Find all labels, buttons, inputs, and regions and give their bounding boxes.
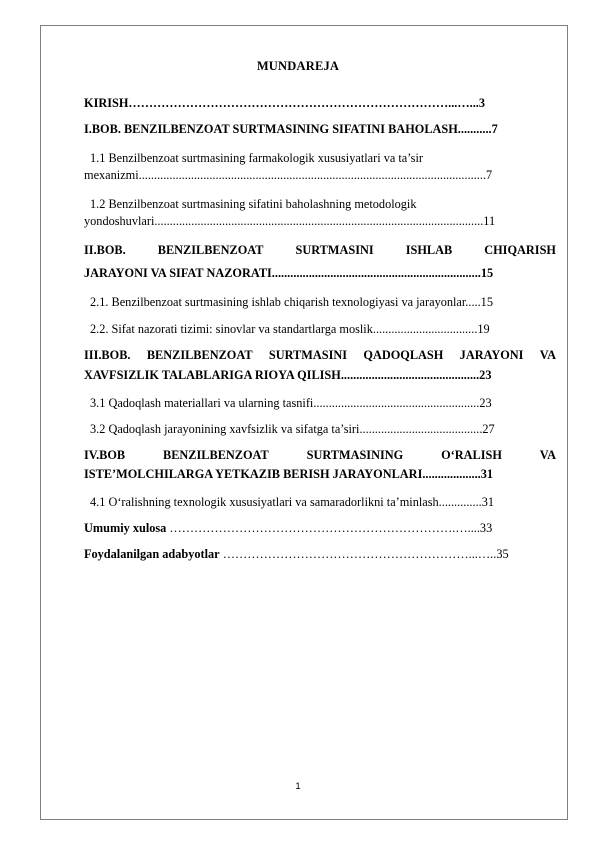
- toc-entry-chapter-4-line1[interactable]: [84, 447, 556, 463]
- toc-word: QADOQLASH: [363, 348, 444, 362]
- toc-entry-chapter-1[interactable]: I.BOB. BENZILBENZOAT SURTMASINING SIFATINI BAHOLASH...........7: [84, 122, 498, 136]
- toc-word: SURTMASINI: [268, 348, 348, 362]
- toc-word: III.BOB.: [84, 348, 131, 362]
- toc-word: CHIQARISH: [484, 243, 556, 257]
- toc-word: JARAYONI: [459, 348, 524, 362]
- toc-entry-adabiyotlar[interactable]: [84, 546, 556, 562]
- toc-entry-adabiyotlar-label: Foydalanilgan adabyotlar: [84, 547, 220, 561]
- toc-entry-xulosa-leader: …………………………………………………………….…....33: [166, 521, 493, 535]
- toc-word: BENZILBENZOAT: [163, 448, 269, 462]
- toc-word: VA: [539, 448, 556, 462]
- toc-entry-1-1-line2[interactable]: mexanizmi.................................................................................................................7: [84, 168, 493, 182]
- toc-entry-adabiyotlar-leader: ……………………………………………………...…..35: [219, 547, 509, 561]
- toc-entry-3-2[interactable]: 3.2 Qadoqlash jarayonining xavfsizlik va sifatga ta’siri........................................27: [90, 422, 495, 436]
- toc-entry-chapter-3-line2[interactable]: XAVFSIZLIK TALABLARIGA RIOYA QILISH.............................................23: [84, 368, 492, 382]
- toc-entry-chapter-4-line2[interactable]: ISTE’MOLCHILARGA YETKAZIB BERISH JARAYONLARI...................31: [84, 467, 494, 481]
- toc-entry-chapter-2-line1[interactable]: [84, 242, 556, 258]
- toc-entry-xulosa[interactable]: [84, 520, 556, 536]
- toc-word: BENZILBENZOAT: [146, 348, 253, 362]
- toc-entry-xulosa-label: Umumiy xulosa: [84, 521, 167, 535]
- toc-entry-chapter-2-line2[interactable]: JARAYONI VA SIFAT NAZORATI....................................................................15: [84, 266, 494, 280]
- toc-entry-1-2-line2[interactable]: yondoshuvlari...........................................................................................................11: [84, 214, 496, 228]
- toc-entry-4-1[interactable]: 4.1 O‘ralishning texnologik xususiyatlari va samaradorlikni ta’minlash..............31: [90, 495, 495, 509]
- toc-entry-2-2[interactable]: 2.2. Sifat nazorati tizimi: sinovlar va standartlarga moslik..................................19: [90, 322, 490, 336]
- toc-word: BENZILBENZOAT: [157, 243, 264, 257]
- toc-entry-chapter-3-line1[interactable]: [84, 347, 556, 363]
- page-title: MUNDAREJA: [256, 59, 340, 73]
- toc-word: SURTMASINING: [306, 448, 404, 462]
- toc-word: VA: [539, 348, 556, 362]
- toc-entry-1-1-line1[interactable]: 1.1 Benzilbenzoat surtmasining farmakologik xususiyatlari va ta’sir: [90, 151, 423, 165]
- page-number: 1: [295, 781, 301, 792]
- toc-entry-3-1[interactable]: 3.1 Qadoqlash materiallari va ularning tasnifi......................................................23: [90, 396, 492, 410]
- toc-entry-2-1[interactable]: 2.1. Benzilbenzoat surtmasining ishlab chiqarish texnologiyasi va jarayonlar.....15: [90, 295, 493, 309]
- toc-entry-1-2-line1[interactable]: 1.2 Benzilbenzoat surtmasining sifatini baholashning metodologik: [90, 197, 417, 211]
- toc-word: II.BOB.: [84, 243, 126, 257]
- toc-word: ISHLAB: [405, 243, 453, 257]
- toc-word: IV.BOB: [84, 448, 126, 462]
- toc-word: O‘RALISH: [441, 448, 502, 462]
- toc-word: SURTMASINI: [295, 243, 374, 257]
- toc-entry-kirish[interactable]: KIRISH……………………………………………………………………...…...3: [84, 96, 486, 110]
